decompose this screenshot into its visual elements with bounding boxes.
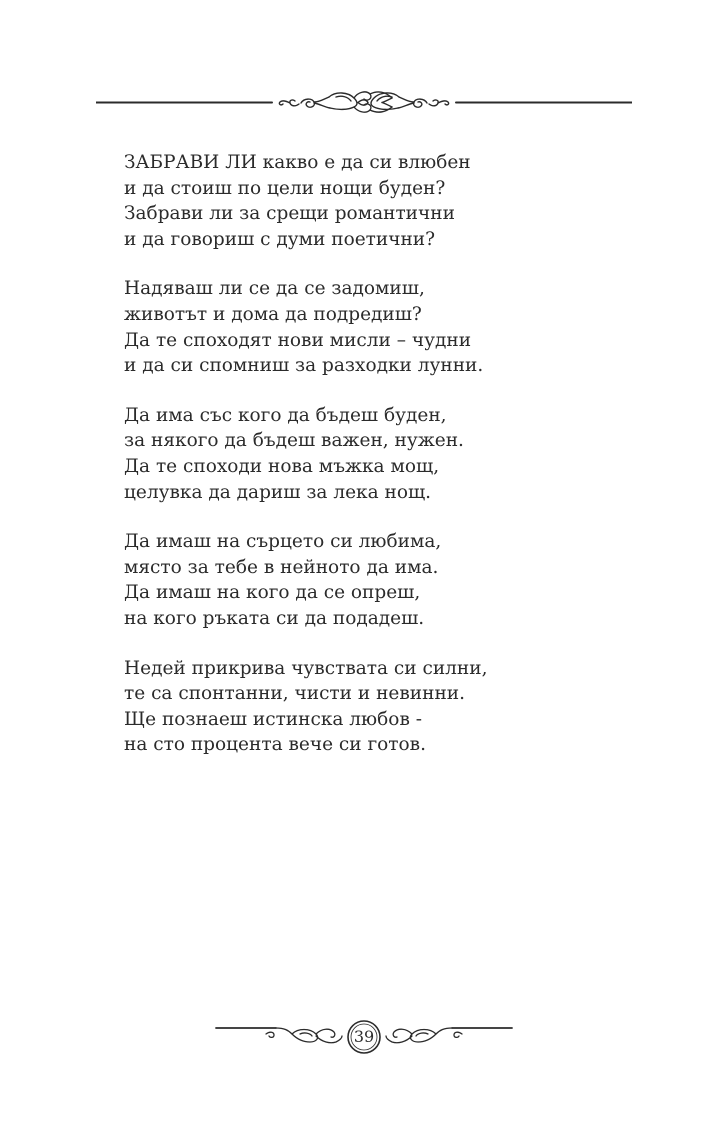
stanza [124, 656, 664, 758]
poem-line: място за тебе в нейното да има. [124, 556, 439, 578]
poem-line: за някого да бъдеш важен, нужен. [124, 430, 464, 452]
poem-line: Забрави ли за срещи романтични [124, 203, 455, 225]
poem-line: и да говориш с думи поетични? [124, 228, 436, 250]
poem-body [124, 150, 664, 782]
poem-line: и да си спомниш за разходки лунни. [124, 355, 484, 377]
poem-line: целувка да дариш за лека нощ. [124, 481, 432, 503]
poem-line: Надяваш ли се да се задомиш, [124, 278, 425, 300]
stanza [124, 150, 664, 252]
poem-line: Да те споходят нови мисли – чудни [124, 329, 472, 351]
stanza [124, 276, 664, 378]
poem-line: те са спонтанни, чисти и невинни. [124, 683, 465, 705]
poem-line: на сто процента вече си готов. [124, 734, 426, 756]
poem-line: Да имаш на кого да се опреш, [124, 582, 421, 604]
poem-line: Да те споходи нова мъжка мощ, [124, 455, 440, 477]
poem-line: Да има със кого да бъдеш буден, [124, 404, 447, 426]
header-ornament [96, 82, 632, 122]
page-number: 39 [353, 1027, 375, 1046]
poem-line: на кого ръката си да подадеш. [124, 607, 425, 629]
stanza [124, 403, 664, 505]
poem-line: Да имаш на сърцето си любима, [124, 531, 442, 553]
poem-line: Недей прикрива чувствата си силни, [124, 657, 488, 679]
stanza [124, 529, 664, 631]
poem-line: и да стоиш по цели нощи буден? [124, 177, 446, 199]
flourish-divider-icon [96, 82, 632, 122]
page-footer [214, 1016, 514, 1058]
poem-line: животът и дома да подредиш? [124, 303, 422, 325]
poem-line: ЗАБРАВИ ЛИ какво е да си влюбен [124, 152, 471, 173]
poem-line: Ще познаеш истинска любов - [124, 708, 422, 730]
